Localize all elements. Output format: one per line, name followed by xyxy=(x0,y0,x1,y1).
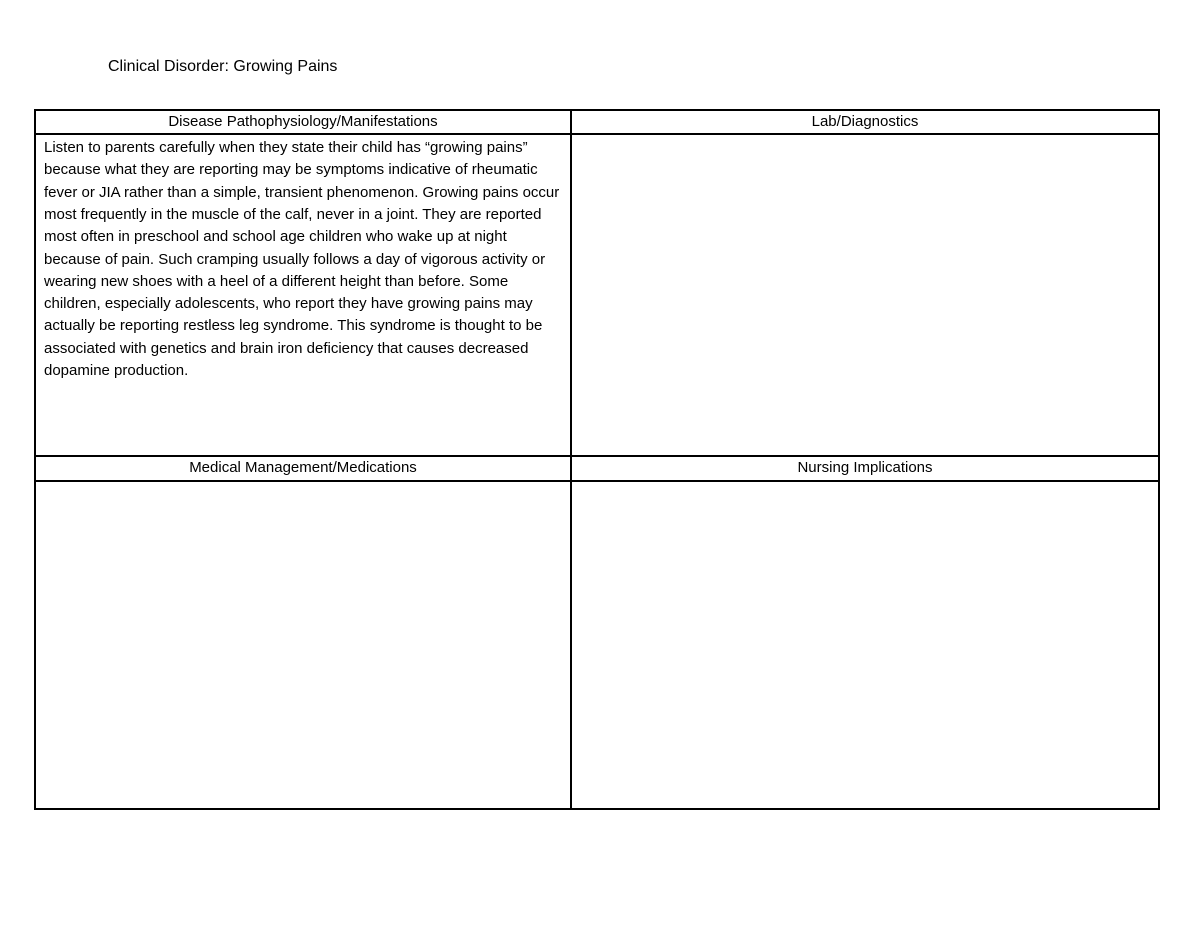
pathophysiology-text: Listen to parents carefully when they state their child has “growing pains” because what they are reporting may be symptoms indicative of rheumatic fever or JIA rather than a simple, transient phenomenon. Growing pains occur most frequently in the muscle of the calf, never in a joint. They are reported most often in preschool and school age children who wake up at night because of pain. Such cramping usually follows a day of vigorous activity or wearing new shoes with a heel of a different height than before. Some children, especially adolescents, who report they have growing pains may actually be reporting restless leg syndrome. This syndrome is thought to be associated with genetics and brain iron deficiency that causes decreased dopamine production. xyxy=(44,139,560,379)
header-medical-management: Medical Management/Medications xyxy=(35,456,571,480)
cell-medical-management xyxy=(35,481,571,809)
table-content-row-1 xyxy=(35,134,1159,456)
table-header-row-2 xyxy=(35,456,1159,480)
header-nursing-implications: Nursing Implications xyxy=(571,456,1159,480)
header-lab-diagnostics: Lab/Diagnostics xyxy=(571,110,1159,134)
care-plan-table xyxy=(34,109,1160,810)
cell-pathophysiology xyxy=(35,134,571,456)
table-header-row-1 xyxy=(35,110,1159,134)
header-pathophysiology: Disease Pathophysiology/Manifestations xyxy=(35,110,571,134)
cell-lab-diagnostics xyxy=(571,134,1159,456)
nursing-implications-text xyxy=(572,482,1158,484)
medical-management-text xyxy=(36,482,570,484)
document-title: Clinical Disorder: Growing Pains xyxy=(108,58,338,75)
table-content-row-2 xyxy=(35,481,1159,809)
cell-nursing-implications xyxy=(571,481,1159,809)
lab-diagnostics-text xyxy=(572,135,1158,137)
